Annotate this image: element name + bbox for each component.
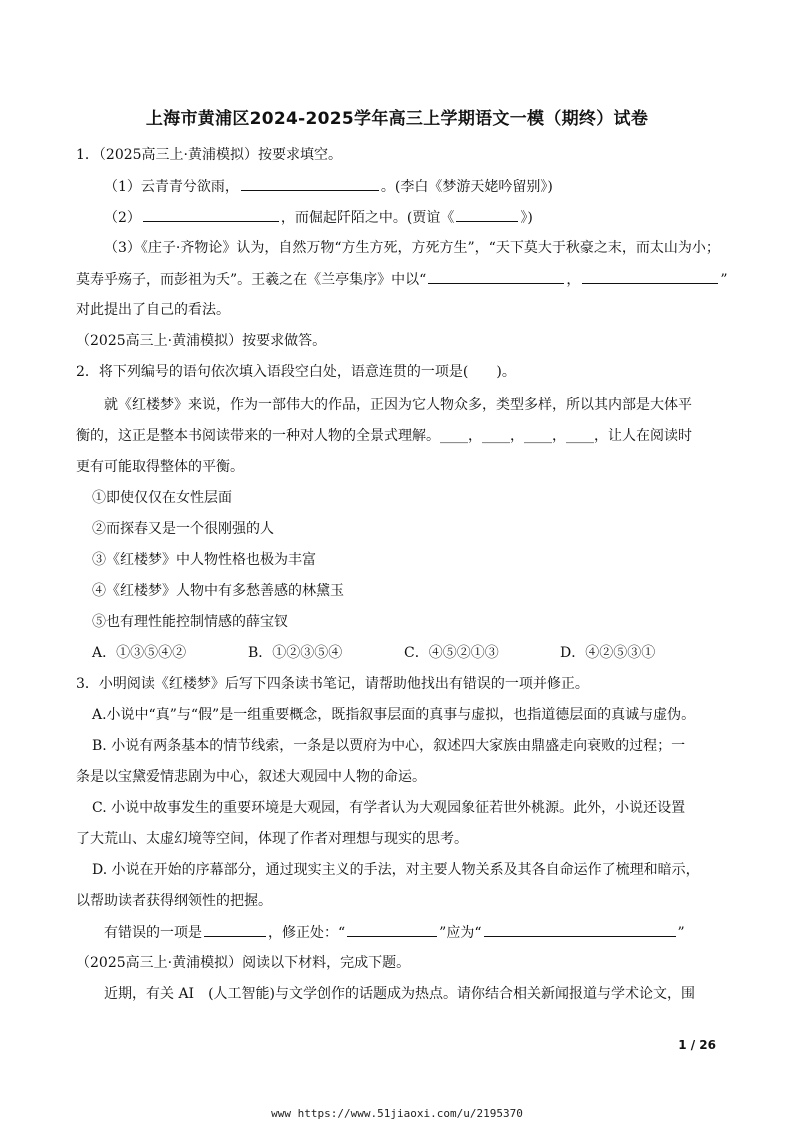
- section2-intro: （2025高三上·黄浦模拟）按要求做答。: [76, 333, 327, 349]
- q2-para-line2: 衡的，这正是整本书阅读带来的一种对人物的全景式理解。____，____，____，____，让人在阅读时: [76, 428, 692, 444]
- q3-note-c-line1: C. 小说中故事发生的重要环境是大观园，有学者认为大观园象征若世外桃源。此外，小说还设置: [92, 800, 686, 816]
- q3-answer-text-c: ”应为“: [439, 925, 482, 941]
- fill-blank[interactable]: [143, 207, 279, 222]
- q1-item3-line1: （3）《庄子·齐物论》认为，自然万物“方生方死，方死方生”，“天下莫大于秋豪之末，而太山为小；: [104, 240, 720, 256]
- fill-blank[interactable]: [204, 922, 266, 937]
- q2-sentence-3: ③《红楼梦》中人物性格也极为丰富: [92, 552, 316, 568]
- q1-item2-text-c: 》): [520, 210, 533, 226]
- q2-option-b[interactable]: B．①②③⑤④: [248, 645, 343, 661]
- q1-item3-line2: [76, 269, 728, 290]
- q2-option-c[interactable]: C．④⑤②①③: [404, 645, 499, 661]
- q2-stem: 2．将下列编号的语句依次填入语段空白处，语意连贯的一项是( )。: [76, 364, 516, 380]
- q3-note-c-line2: 了大荒山、太虚幻境等空间，体现了作者对理想与现实的思考。: [76, 831, 468, 847]
- q2-sentence-5: ⑤也有理性能控制情感的薛宝钗: [92, 614, 288, 630]
- q2-option-d[interactable]: D．④②⑤③①: [560, 645, 656, 661]
- q3-note-b-line1: B. 小说有两条基本的情节线索，一条是以贾府为中心，叙述四大家族由鼎盛走向衰败的过程；一: [92, 738, 686, 754]
- fill-blank[interactable]: [582, 269, 718, 284]
- q1-item1: [104, 176, 553, 197]
- q3-note-d-line1: D. 小说在开始的序幕部分，通过现实主义的手法，对主要人物关系及其各自命运作了梳理和暗示，: [92, 862, 700, 878]
- q2-para-line3: 更有可能取得整体的平衡。: [76, 459, 244, 475]
- fill-blank[interactable]: [241, 176, 379, 191]
- fill-blank[interactable]: [456, 207, 518, 222]
- q1-item2-text-b: ，而倔起阡陌之中。(贾谊《: [280, 210, 455, 226]
- q1-item3-text-b: ，: [566, 272, 581, 288]
- fill-blank[interactable]: [484, 922, 676, 937]
- q2-para-line1: 就《红楼梦》来说，作为一部伟大的作品，正因为它人物众多，类型多样，所以其内部是大体平: [104, 397, 692, 413]
- q1-item3-text-c: ”: [720, 272, 728, 288]
- q2-sentence-2: ②而探春又是一个很刚强的人: [92, 521, 274, 537]
- q2-sentence-1: ①即使仅仅在女性层面: [92, 490, 232, 506]
- q3-note-d-line2: 以帮助读者获得纲领性的把握。: [76, 893, 272, 909]
- q1-item1-text-b: 。(李白《梦游天姥吟留别》): [380, 179, 553, 195]
- q3-answer-text-d: ”: [677, 925, 685, 941]
- q3-answer-text-b: ，修正处：“: [268, 925, 346, 941]
- watermark-url[interactable]: www https://www.51jiaoxi.com/u/2195370: [271, 1107, 523, 1120]
- q2-sentence-4: ④《红楼梦》人物中有多愁善感的林黛玉: [92, 583, 344, 599]
- section4-intro: （2025高三上·黄浦模拟）阅读以下材料，完成下题。: [76, 955, 411, 971]
- q3-note-a: A.小说中“真”与“假”是一组重要概念，既指叙事层面的真事与虚拟，也指道德层面的真诚与虚伪。: [92, 707, 696, 723]
- q1-item3-line3: 对此提出了自己的看法。: [76, 302, 230, 318]
- q3-answer-text-a: 有错误的一项是: [104, 925, 202, 941]
- q1-item2: [104, 207, 533, 228]
- q3-answer-line: [104, 922, 685, 943]
- fill-blank[interactable]: [428, 269, 564, 284]
- fill-blank[interactable]: [347, 922, 437, 937]
- q3-note-b-line2: 条是以宝黛爱情悲剧为中心，叙述大观园中人物的命运。: [76, 769, 426, 785]
- q1-stem: 1．（2025高三上·黄浦模拟）按要求填空。: [76, 147, 342, 163]
- passage-line1: 近期，有关 AI (人工智能)与文学创作的话题成为热点。请你结合相关新闻报道与学术论文，围: [104, 986, 696, 1002]
- q1-item1-text-a: （1）云青青兮欲雨，: [104, 179, 239, 195]
- q3-stem: 3．小明阅读《红楼梦》后写下四条读书笔记，请帮助他找出有错误的一项并修正。: [76, 676, 589, 692]
- q2-option-a[interactable]: A．①③⑤④②: [92, 645, 187, 661]
- q1-item3-text-a: 莫寿乎殇子，而彭祖为夭”。王羲之在《兰亭集序》中以“: [76, 272, 427, 288]
- page-title: 上海市黄浦区2024-2025学年高三上学期语文一模（期终）试卷: [145, 109, 649, 129]
- q2-options: [92, 643, 655, 663]
- page-number: 1 / 26: [678, 1038, 716, 1052]
- q1-item2-text-a: （2）: [104, 210, 141, 226]
